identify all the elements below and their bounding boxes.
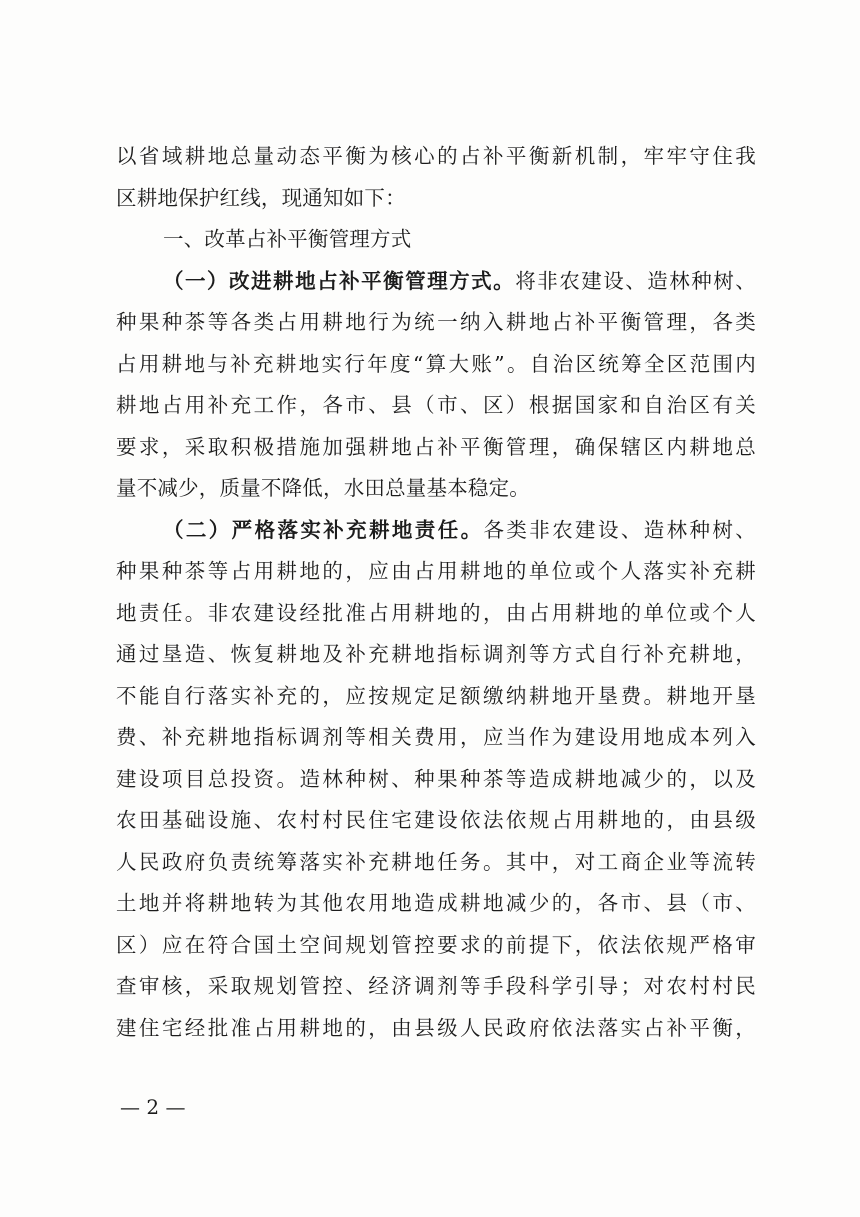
section-heading: 一、改革占补平衡管理方式 <box>163 227 412 251</box>
paragraph-line: 地责任。非农建设经批准占用耕地的，由占用耕地的单位或个人 <box>116 600 756 625</box>
paragraph-line: 建住宅经批准占用耕地的，由县级人民政府依法落实占补平衡， <box>116 1015 756 1040</box>
paragraph-line <box>116 261 756 303</box>
paragraph-line: 种果种茶等各类占用耕地行为统一纳入耕地占补平衡管理，各类 <box>116 310 756 334</box>
paragraph-line <box>116 510 756 552</box>
subsection-title: （二）严格落实补充耕地责任。 <box>163 517 484 542</box>
paragraph-text: 将非农建设、造林种树、 <box>515 268 756 293</box>
paragraph-line: 人民政府负责统筹落实补充耕地任务。其中，对工商企业等流转 <box>116 849 756 874</box>
paragraph-line: 不能自行落实补充的，应按规定足额缴纳耕地开垦费。耕地开垦 <box>116 683 756 708</box>
paragraph-line: 查审核，采取规划管控、经济调剂等手段科学引导；对农村村民 <box>116 974 756 998</box>
page-number: — 2 — <box>120 1095 186 1119</box>
paragraph-line: 耕地占用补充工作，各市、县（市、区）根据国家和自治区有关 <box>116 393 756 417</box>
paragraph-line: 以省域耕地总量动态平衡为核心的占补平衡新机制，牢牢守住我 <box>116 144 756 168</box>
body-text <box>116 136 756 1049</box>
paragraph-line: 通过垦造、恢复耕地及补充耕地指标调剂等方式自行补充耕地， <box>116 642 756 666</box>
paragraph-line: 农田基础设施、农村村民住宅建设依法依规占用耕地的，由县级 <box>116 808 756 832</box>
subsection-title: （一）改进耕地占补平衡管理方式。 <box>163 268 516 293</box>
paragraph-line: 区）应在符合国土空间规划管控要求的前提下，依法依规严格审 <box>116 932 756 957</box>
paragraph-line: 土地并将耕地转为其他农用地造成耕地减少的，各市、县（市、 <box>116 891 756 915</box>
paragraph-line: 区耕地保护红线，现通知如下： <box>116 185 406 210</box>
paragraph-line: 费、补充耕地指标调剂等相关费用，应当作为建设用地成本列入 <box>116 725 756 749</box>
paragraph-line: 占用耕地与补充耕地实行年度“算大账”。自治区统筹全区范围内 <box>116 351 756 376</box>
paragraph-line: 建设项目总投资。造林种树、种果种茶等造成耕地减少的，以及 <box>116 766 756 791</box>
paragraph-line: 要求，采取积极措施加强耕地占补平衡管理，确保辖区内耕地总 <box>116 434 756 459</box>
paragraph-line: 量不减少，质量不降低，水田总量基本稳定。 <box>116 476 530 500</box>
paragraph-text: 各类非农建设、造林种树、 <box>483 517 756 542</box>
paragraph-line: 种果种茶等占用耕地的，应由占用耕地的单位或个人落实补充耕 <box>116 559 756 583</box>
